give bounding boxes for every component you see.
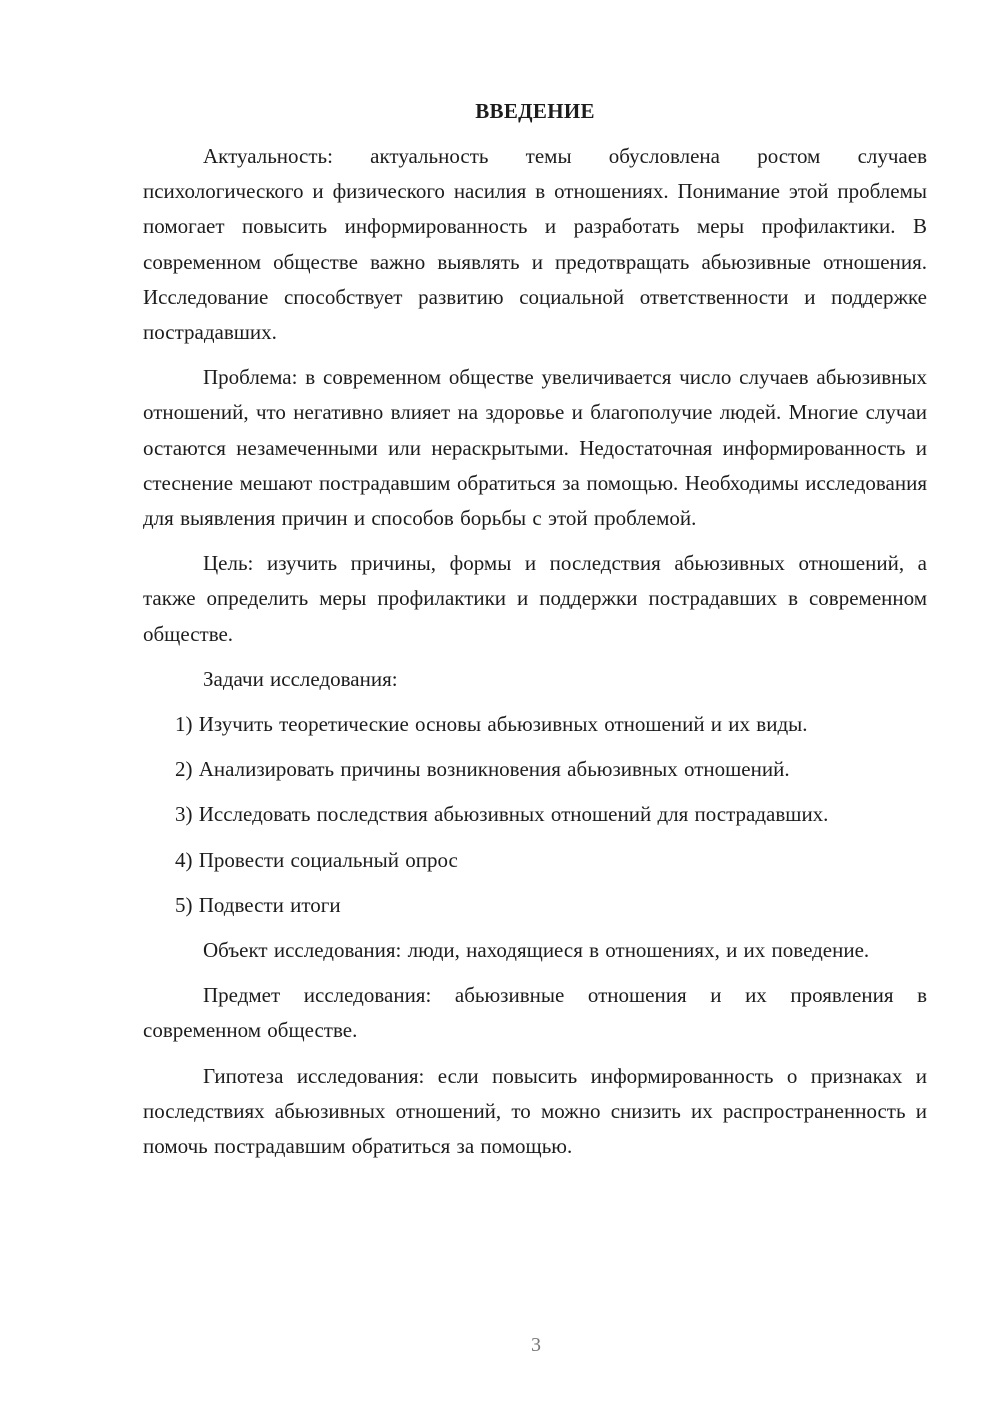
relevance-paragraph: Актуальность: актуальность темы обусловлена ростом случаев психологического и физического насилия в отношениях. Понимание этой проблемы помогает повысить информированность и разработать меры профилактики. В современном обществе важно выявлять и предотвращать абьюзивные отношения. Исследование способствует развитию социальной ответственности и поддержке пострадавших.: [143, 144, 927, 345]
page-number: 3: [531, 1334, 541, 1356]
task-item: 4) Провести социальный опрос: [175, 847, 458, 872]
object-paragraph: Объект исследования: люди, находящиеся в отношениях, и их поведение.: [203, 938, 870, 963]
page-content: [143, 96, 927, 1174]
task-item: 2) Анализировать причины возникновения абьюзивных отношений.: [175, 757, 790, 782]
section-heading: ВВЕДЕНИЕ: [475, 99, 595, 123]
subject-paragraph: Предмет исследования: абьюзивные отношения и их проявления в современном обществе.: [143, 983, 927, 1043]
problem-paragraph: Проблема: в современном обществе увеличивается число случаев абьюзивных отношений, что негативно влияет на здоровье и благополучие людей. Многие случаи остаются незамеченными или нераскрытыми. Недостаточная информированность и стеснение мешают пострадавшим обратиться за помощью. Необходимы исследования для выявления причин и способов борьбы с этой проблемой.: [143, 365, 927, 531]
task-item: 3) Исследовать последствия абьюзивных отношений для пострадавших.: [175, 802, 829, 827]
hypothesis-paragraph: Гипотеза исследования: если повысить информированность о признаках и последствиях абьюзивных отношений, то можно снизить их распространенность и помочь пострадавшим обратиться за помощью.: [143, 1063, 927, 1159]
task-item: 1) Изучить теоретические основы абьюзивных отношений и их виды.: [175, 712, 808, 737]
goal-paragraph: Цель: изучить причины, формы и последствия абьюзивных отношений, а также определить меры профилактики и поддержки пострадавших в современном обществе.: [143, 551, 927, 646]
tasks-intro: Задачи исследования:: [203, 666, 398, 691]
task-item: 5) Подвести итоги: [175, 892, 341, 917]
